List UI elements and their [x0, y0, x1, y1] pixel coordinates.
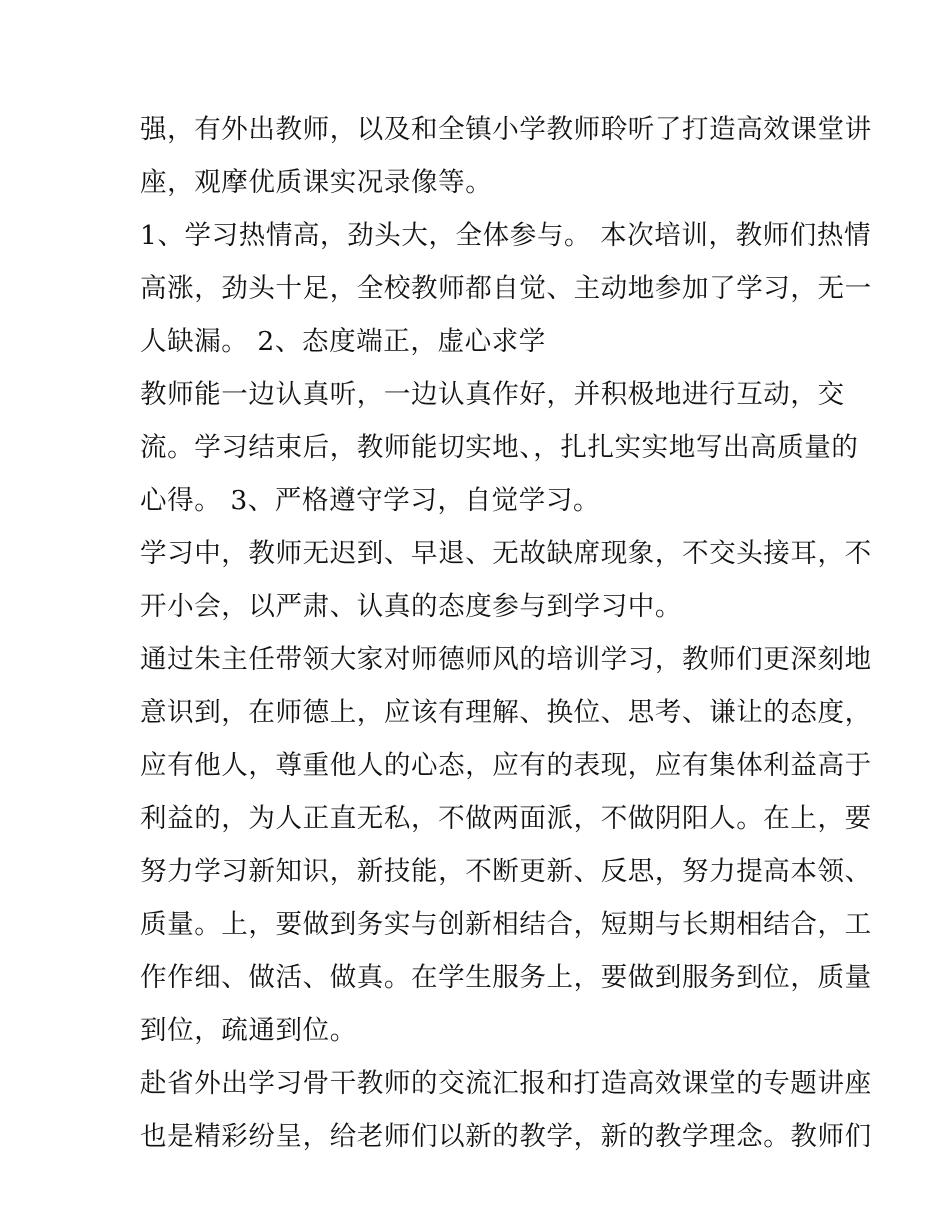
text-line: 赴省外出学习骨干教师的交流汇报和打造高效课堂的专题讲座 [140, 1068, 872, 1099]
text-line: 作作细、做活、做真。在学生服务上，要做到服务到位，质量 [140, 962, 872, 993]
text-line: 学习中，教师无迟到、早退、无故缺席现象，不交头接耳，不 [140, 538, 872, 569]
text-line: 意识到，在师德上，应该有理解、换位、思考、谦让的态度， [140, 697, 872, 728]
text-line: 流。学习结束后，教师能切实地、，扎扎实实地写出高质量的 [140, 432, 859, 463]
text-line: 努力学习新知识，新技能，不断更新、反思，努力提高本领、 [140, 856, 872, 887]
text-line: 开小会，以严肃、认真的态度参与到学习中。 [140, 591, 682, 622]
text-line: 教师能一边认真听，一边认真作好，并积极地进行互动，交 [140, 379, 845, 410]
text-line: 也是精彩纷呈，给老师们以新的教学，新的教学理念。教师们 [140, 1121, 872, 1152]
text-line: 利益的，为人正直无私，不做两面派，不做阴阳人。在上，要 [140, 803, 872, 834]
text-line: 座，观摩优质课实况录像等。 [140, 167, 493, 198]
text-line: 心得。 3、严格遵守学习，自觉学习。 [140, 485, 601, 516]
text-line: 通过朱主任带领大家对师德师风的培训学习，教师们更深刻地 [140, 644, 872, 675]
text-line: 应有他人，尊重他人的心态，应有的表现，应有集体利益高于 [140, 750, 872, 781]
text-line: 质量。上，要做到务实与创新相结合，短期与长期相结合，工 [140, 909, 872, 940]
text-line: 1、学习热情高，劲头大，全体参与。 本次培训，教师们热情 [140, 220, 872, 251]
body-text [140, 103, 872, 1163]
text-line: 到位，疏通到位。 [140, 1015, 357, 1046]
text-line: 强，有外出教师，以及和全镇小学教师聆听了打造高效课堂讲 [140, 114, 872, 145]
text-line: 高涨，劲头十足，全校教师都自觉、主动地参加了学习，无一 [140, 273, 872, 304]
text-line: 人缺漏。 2、态度端正，虚心求学 [140, 326, 546, 357]
